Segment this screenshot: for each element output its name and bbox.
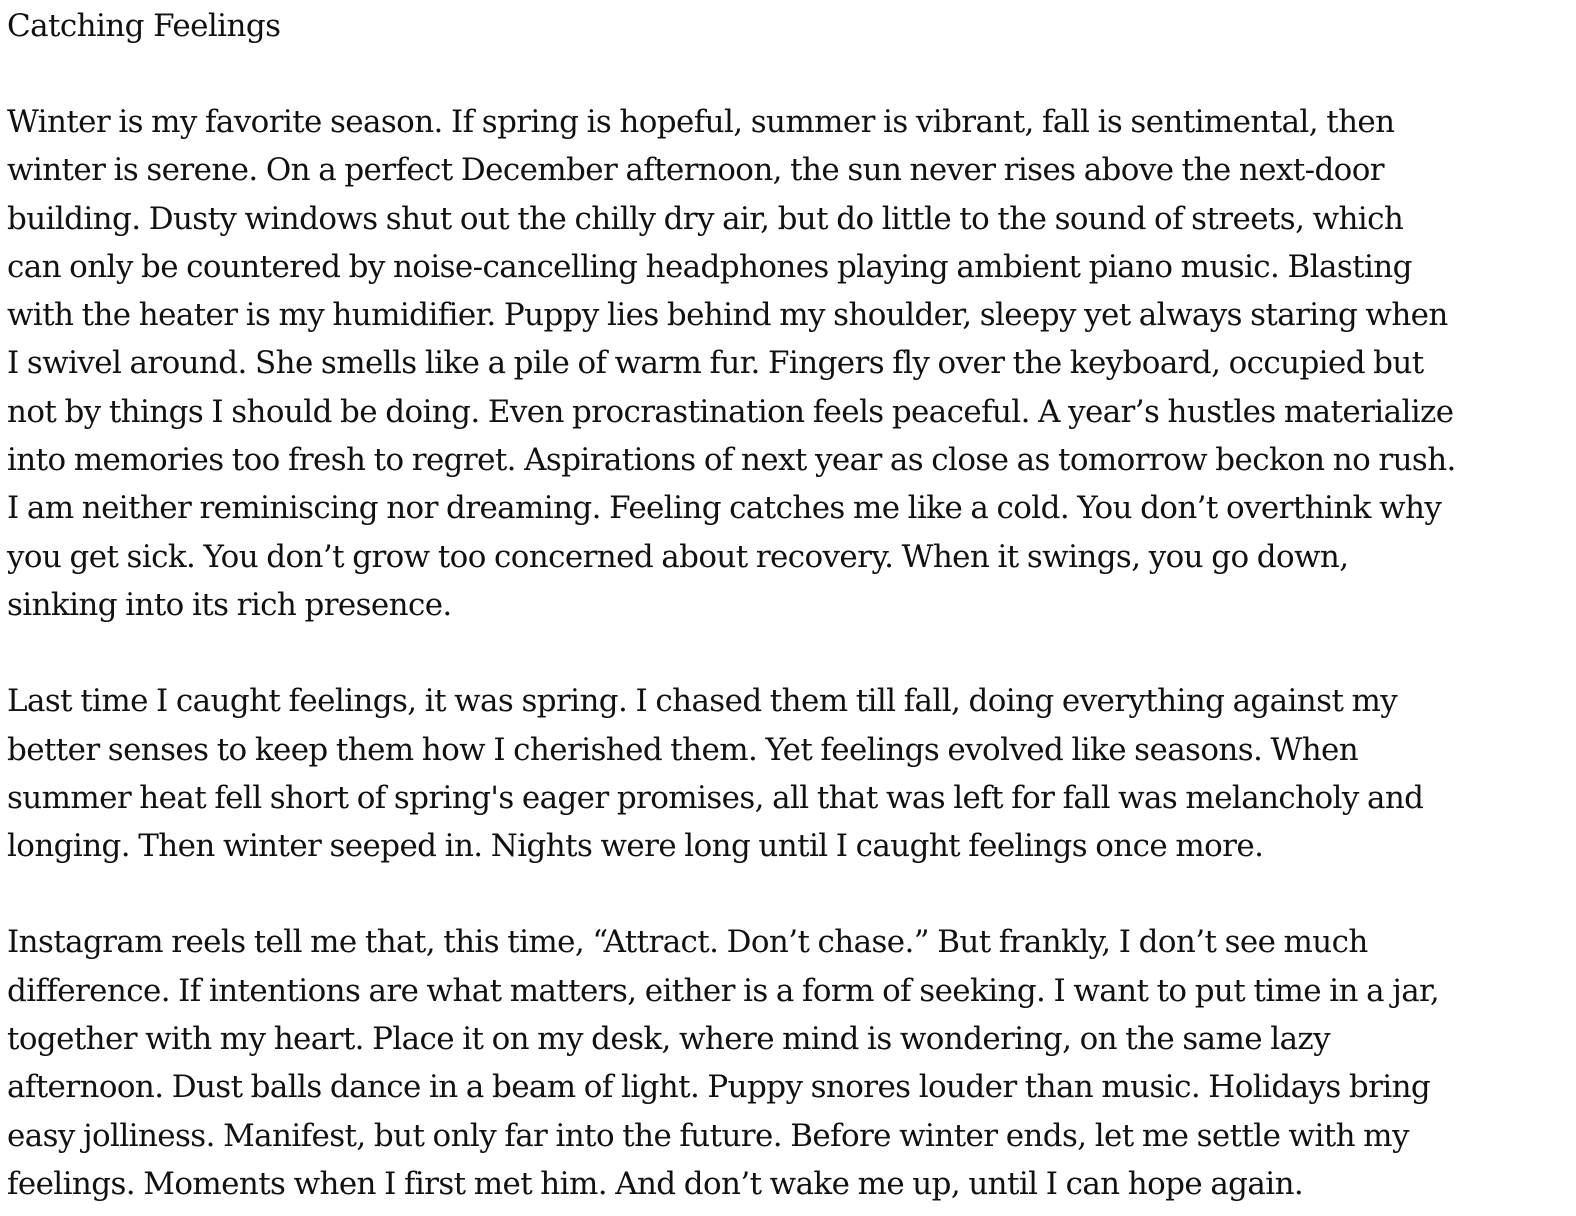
text-line: can only be countered by noise-cancelling headphones playing ambient piano music. Blasting xyxy=(7,248,1412,285)
text-line: Instagram reels tell me that, this time, “Attract. Don’t chase.” But frankly, I don’t see much xyxy=(7,924,1368,961)
text-line: you get sick. You don’t grow too concerned about recovery. When it swings, you go down, xyxy=(7,538,1349,575)
text-line: not by things I should be doing. Even procrastination feels peaceful. A year’s hustles materialize xyxy=(7,393,1454,430)
text-line: summer heat fell short of spring's eager promises, all that was left for fall was melancholy and xyxy=(7,779,1424,816)
text-line: easy jolliness. Manifest, but only far into the future. Before winter ends, let me settle with my xyxy=(7,1117,1409,1154)
text-line: I am neither reminiscing nor dreaming. Feeling catches me like a cold. You don’t overthink why xyxy=(7,490,1442,527)
paragraph-2 xyxy=(7,677,1569,870)
text-line: Winter is my favorite season. If spring is hopeful, summer is vibrant, fall is sentimental, then xyxy=(7,104,1395,140)
text-line: better senses to keep them how I cherished them. Yet feelings evolved like seasons. When xyxy=(7,731,1359,768)
document-body xyxy=(7,0,1569,1208)
text-line: into memories too fresh to regret. Aspirations of next year as close as tomorrow beckon no rush. xyxy=(7,442,1456,479)
text-line: feelings. Moments when I first met him. And don’t wake me up, until I can hope again. xyxy=(7,1165,1304,1202)
text-line: building. Dusty windows shut out the chilly dry air, but do little to the sound of streets, which xyxy=(7,200,1404,237)
text-line: sinking into its rich presence. xyxy=(7,586,452,623)
text-line: winter is serene. On a perfect December afternoon, the sun never rises above the next-door xyxy=(7,152,1384,189)
text-line: Last time I caught feelings, it was spring. I chased them till fall, doing everything against my xyxy=(7,683,1398,720)
text-line: longing. Then winter seeped in. Nights were long until I caught feelings once more. xyxy=(7,828,1264,865)
paragraph-1 xyxy=(7,98,1569,629)
text-line: afternoon. Dust balls dance in a beam of light. Puppy snores louder than music. Holidays bring xyxy=(7,1069,1431,1106)
text-line: together with my heart. Place it on my desk, where mind is wondering, on the same lazy xyxy=(7,1021,1331,1058)
document-title: Catching Feelings xyxy=(7,8,281,44)
text-line: I swivel around. She smells like a pile of warm fur. Fingers fly over the keyboard, occupied but xyxy=(7,345,1424,382)
text-line: with the heater is my humidifier. Puppy lies behind my shoulder, sleepy yet always staring when xyxy=(7,297,1448,334)
paragraph-3 xyxy=(7,918,1569,1208)
text-line: difference. If intentions are what matters, either is a form of seeking. I want to put time in a jar, xyxy=(7,972,1440,1009)
